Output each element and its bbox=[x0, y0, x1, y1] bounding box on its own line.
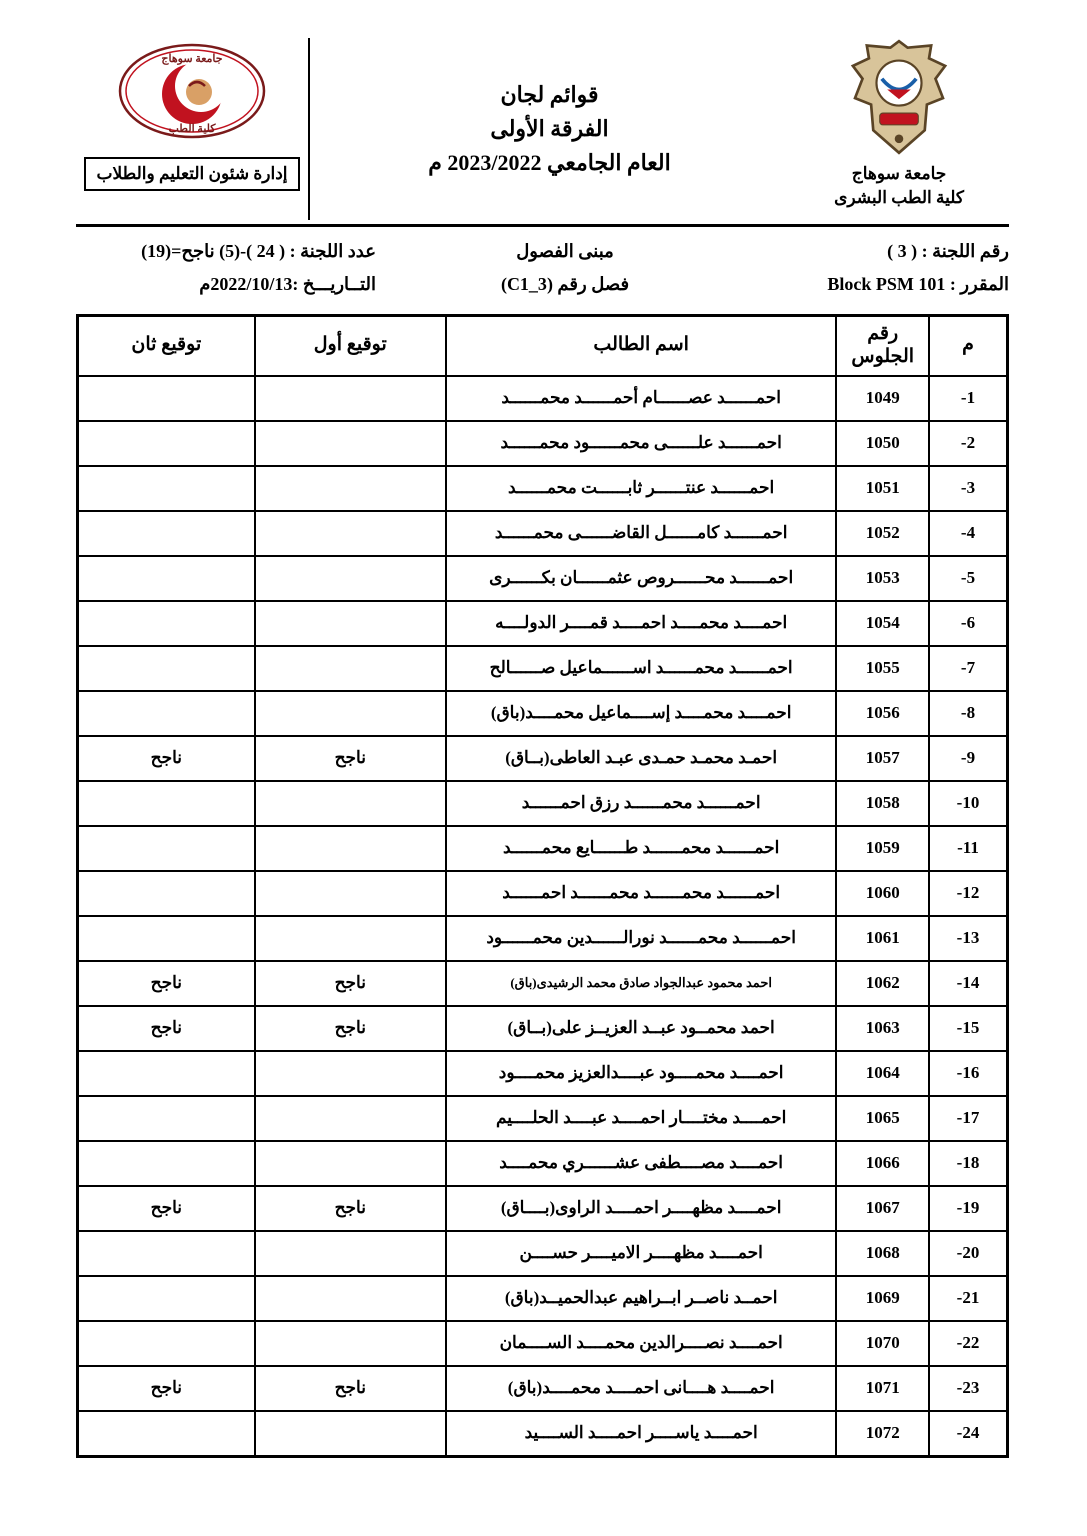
row-index: -2 bbox=[929, 421, 1008, 466]
seat-number: 1059 bbox=[836, 826, 929, 871]
table-row bbox=[78, 421, 1008, 466]
table-row bbox=[78, 1366, 1008, 1411]
student-name: احمــــد ياســــر احمــــد الســــيد bbox=[446, 1411, 837, 1457]
row-index: -23 bbox=[929, 1366, 1008, 1411]
row-index: -3 bbox=[929, 466, 1008, 511]
row-index: -9 bbox=[929, 736, 1008, 781]
table-row bbox=[78, 826, 1008, 871]
seat-number: 1052 bbox=[836, 511, 929, 556]
table-row bbox=[78, 916, 1008, 961]
seat-number: 1055 bbox=[836, 646, 929, 691]
signature-second bbox=[78, 1051, 255, 1096]
signature-first bbox=[255, 1231, 446, 1276]
signature-first bbox=[255, 1276, 446, 1321]
student-name: احمــــد محمــــود عبــــدالعزيز محمــــود bbox=[446, 1051, 837, 1096]
table-row bbox=[78, 466, 1008, 511]
signature-second bbox=[78, 466, 255, 511]
signature-first: ناجح bbox=[255, 736, 446, 781]
signature-second bbox=[78, 646, 255, 691]
signature-second bbox=[78, 1231, 255, 1276]
student-name: احمد محمود عبدالجواد صادق محمد الرشيدى(باق) bbox=[446, 961, 837, 1006]
student-name: احمــــــد كامــــــل القاضــــــى محمــــــد bbox=[446, 511, 837, 556]
signature-first: ناجح bbox=[255, 1366, 446, 1411]
student-name: احمد محمــود عبــد العزيــز على(بــاق) bbox=[446, 1006, 837, 1051]
seat-number: 1069 bbox=[836, 1276, 929, 1321]
table-row bbox=[78, 1321, 1008, 1366]
signature-second: ناجح bbox=[78, 736, 255, 781]
student-name: احمــــــد محمــــــد محمــــــد احمــــــد bbox=[446, 871, 837, 916]
signature-second bbox=[78, 1321, 255, 1366]
student-name: احمــد ناصــر ابــراهيم عبدالحميــد(باق) bbox=[446, 1276, 837, 1321]
table-row bbox=[78, 1231, 1008, 1276]
row-index: -6 bbox=[929, 601, 1008, 646]
signature-second bbox=[78, 691, 255, 736]
student-name: احمــــد محمــــد احمــــد قمــــر الدولــــه bbox=[446, 601, 837, 646]
signature-first bbox=[255, 781, 446, 826]
signature-first: ناجح bbox=[255, 961, 446, 1006]
signature-first bbox=[255, 511, 446, 556]
table-row bbox=[78, 736, 1008, 781]
admin-block bbox=[76, 38, 310, 220]
title-line-1: قوائم لجان bbox=[500, 82, 599, 107]
header-second-signature: توقيع ثان bbox=[78, 315, 255, 376]
signature-first bbox=[255, 646, 446, 691]
university-logo-icon bbox=[843, 38, 955, 161]
signature-second: ناجح bbox=[78, 961, 255, 1006]
header-first-signature: توقيع أول bbox=[255, 315, 446, 376]
signature-first: ناجح bbox=[255, 1186, 446, 1231]
room-number: فصل رقم (C1_3) bbox=[500, 274, 630, 295]
signature-second bbox=[78, 511, 255, 556]
table-row bbox=[78, 1141, 1008, 1186]
seat-number: 1068 bbox=[836, 1231, 929, 1276]
row-index: -15 bbox=[929, 1006, 1008, 1051]
signature-second bbox=[78, 556, 255, 601]
student-name: احمــــــد محمــــــد طــــــايع محمــــــد bbox=[446, 826, 837, 871]
sheet-header bbox=[76, 38, 1009, 227]
seat-number: 1050 bbox=[836, 421, 929, 466]
row-index: -8 bbox=[929, 691, 1008, 736]
signature-second bbox=[78, 871, 255, 916]
table-row bbox=[78, 1186, 1008, 1231]
university-name: جامعة سوهاج bbox=[851, 164, 947, 183]
seat-number: 1058 bbox=[836, 781, 929, 826]
table-row bbox=[78, 871, 1008, 916]
student-name: احمـد محمـد حمـدى عبـد العاطى(بــاق) bbox=[446, 736, 837, 781]
seat-number: 1060 bbox=[836, 871, 929, 916]
row-index: -16 bbox=[929, 1051, 1008, 1096]
row-index: -13 bbox=[929, 916, 1008, 961]
row-index: -18 bbox=[929, 1141, 1008, 1186]
signature-first bbox=[255, 556, 446, 601]
signature-first bbox=[255, 826, 446, 871]
student-name: احمــــد مصــــطفى عشــــــري محمــــد bbox=[446, 1141, 837, 1186]
student-table-body bbox=[78, 376, 1008, 1457]
row-index: -14 bbox=[929, 961, 1008, 1006]
header-index: م bbox=[929, 315, 1008, 376]
signature-first bbox=[255, 601, 446, 646]
table-row bbox=[78, 691, 1008, 736]
row-index: -1 bbox=[929, 376, 1008, 421]
table-row bbox=[78, 781, 1008, 826]
row-index: -10 bbox=[929, 781, 1008, 826]
signature-first bbox=[255, 871, 446, 916]
college-name: كلية الطب البشرى bbox=[834, 188, 964, 208]
table-row bbox=[78, 601, 1008, 646]
university-block bbox=[789, 38, 1009, 220]
table-row bbox=[78, 1006, 1008, 1051]
committee-info-bar bbox=[76, 227, 1009, 314]
signature-second: ناجح bbox=[78, 1006, 255, 1051]
committee-count: عدد اللجنة : ( 24 )-(5) ناجح=(19) bbox=[141, 241, 376, 261]
signature-second bbox=[78, 1411, 255, 1457]
seat-number: 1061 bbox=[836, 916, 929, 961]
header-student-name: اسم الطالب bbox=[446, 315, 837, 376]
signature-first bbox=[255, 1141, 446, 1186]
seat-number: 1053 bbox=[836, 556, 929, 601]
row-index: -20 bbox=[929, 1231, 1008, 1276]
signature-first bbox=[255, 1411, 446, 1457]
signature-second bbox=[78, 1141, 255, 1186]
student-name: احمــــــد علــــــى محمــــــود محمــــــد bbox=[446, 421, 837, 466]
count-date-info bbox=[76, 235, 376, 302]
exam-date: التــاريـــخ :2022/10/13م bbox=[199, 274, 376, 295]
row-index: -17 bbox=[929, 1096, 1008, 1141]
title-line-2: الفرقة الأولى bbox=[490, 116, 609, 142]
table-row bbox=[78, 646, 1008, 691]
signature-second bbox=[78, 421, 255, 466]
seat-number: 1057 bbox=[836, 736, 929, 781]
row-index: -5 bbox=[929, 556, 1008, 601]
table-row bbox=[78, 1051, 1008, 1096]
seat-number: 1064 bbox=[836, 1051, 929, 1096]
student-name: احمــــد نصــــرالدين محمــــد الســــمان bbox=[446, 1321, 837, 1366]
student-name: احمــــــد محمــــــد رزق احمــــــد bbox=[446, 781, 837, 826]
signature-first bbox=[255, 916, 446, 961]
student-name: احمــــــد عنتــــــر ثابــــــت محمــــــد bbox=[446, 466, 837, 511]
signature-second bbox=[78, 1276, 255, 1321]
student-name: احمــــــد محــــــروص عثمــــــان بكــــــرى bbox=[446, 556, 837, 601]
table-row bbox=[78, 556, 1008, 601]
admin-office-label: إدارة شئون التعليم والطلاب bbox=[84, 157, 299, 191]
table-row bbox=[78, 511, 1008, 556]
header-seat-number: رقم الجلوس bbox=[836, 315, 929, 376]
signature-first bbox=[255, 1051, 446, 1096]
row-index: -7 bbox=[929, 646, 1008, 691]
student-name: احمــــد مظهــــر الاميــــر حســــن bbox=[446, 1231, 837, 1276]
student-name: احمــــــد محمــــــد اســــــماعيل صــــــالح bbox=[446, 646, 837, 691]
student-name: احمــــد مختــــار احمــــد عبــــد الحلــــيم bbox=[446, 1096, 837, 1141]
svg-text:جامعة سوهاج: جامعة سوهاج bbox=[161, 53, 223, 65]
svg-text:كلية الطب: كلية الطب bbox=[168, 123, 216, 135]
title-line-3: العام الجامعي 2023/2022 م bbox=[428, 150, 671, 176]
signature-second bbox=[78, 916, 255, 961]
signature-first bbox=[255, 466, 446, 511]
seat-number: 1065 bbox=[836, 1096, 929, 1141]
signature-second: ناجح bbox=[78, 1366, 255, 1411]
seat-number: 1056 bbox=[836, 691, 929, 736]
signature-first bbox=[255, 1321, 446, 1366]
row-index: -19 bbox=[929, 1186, 1008, 1231]
seat-number: 1067 bbox=[836, 1186, 929, 1231]
seat-number: 1066 bbox=[836, 1141, 929, 1186]
location-info bbox=[376, 235, 754, 302]
signature-first bbox=[255, 1096, 446, 1141]
committee-number: رقم اللجنة : ( 3 ) bbox=[887, 241, 1009, 261]
sheet-title-block bbox=[310, 38, 789, 220]
table-row bbox=[78, 1276, 1008, 1321]
student-name: احمــــد مظهــــر احمــــد الراوى(بــــاق) bbox=[446, 1186, 837, 1231]
building-name: مبنى الفصول bbox=[516, 241, 614, 261]
student-name: احمــــد هــــانى احمــــد محمــــد(باق) bbox=[446, 1366, 837, 1411]
seat-number: 1071 bbox=[836, 1366, 929, 1411]
student-name: احمــــد محمــــد إســــماعيل محمــــد(باق) bbox=[446, 691, 837, 736]
seat-number: 1070 bbox=[836, 1321, 929, 1366]
signature-second: ناجح bbox=[78, 1186, 255, 1231]
row-index: -22 bbox=[929, 1321, 1008, 1366]
course-name: المقرر : Block PSM 101 bbox=[827, 274, 1009, 295]
signature-first bbox=[255, 421, 446, 466]
signature-first bbox=[255, 376, 446, 421]
table-row bbox=[78, 376, 1008, 421]
table-row bbox=[78, 961, 1008, 1006]
signature-second bbox=[78, 601, 255, 646]
seat-number: 1051 bbox=[836, 466, 929, 511]
faculty-logo-icon bbox=[117, 42, 267, 145]
committee-course-info bbox=[754, 235, 1009, 302]
seat-number: 1054 bbox=[836, 601, 929, 646]
row-index: -4 bbox=[929, 511, 1008, 556]
signature-first: ناجح bbox=[255, 1006, 446, 1051]
seat-number: 1049 bbox=[836, 376, 929, 421]
table-header-row bbox=[78, 315, 1008, 376]
signature-first bbox=[255, 691, 446, 736]
row-index: -12 bbox=[929, 871, 1008, 916]
seat-number: 1063 bbox=[836, 1006, 929, 1051]
seat-number: 1062 bbox=[836, 961, 929, 1006]
table-row bbox=[78, 1411, 1008, 1457]
row-index: -24 bbox=[929, 1411, 1008, 1457]
row-index: -11 bbox=[929, 826, 1008, 871]
signature-second bbox=[78, 781, 255, 826]
student-roster-table bbox=[76, 314, 1009, 1458]
signature-second bbox=[78, 826, 255, 871]
student-name: احمــــــد محمــــــد نورالــــــدين محمــــــود bbox=[446, 916, 837, 961]
signature-second bbox=[78, 376, 255, 421]
seat-number: 1072 bbox=[836, 1411, 929, 1457]
student-name: احمــــــد عصــــــام أحمــــــد محمــــــد bbox=[446, 376, 837, 421]
table-row bbox=[78, 1096, 1008, 1141]
row-index: -21 bbox=[929, 1276, 1008, 1321]
signature-second bbox=[78, 1096, 255, 1141]
